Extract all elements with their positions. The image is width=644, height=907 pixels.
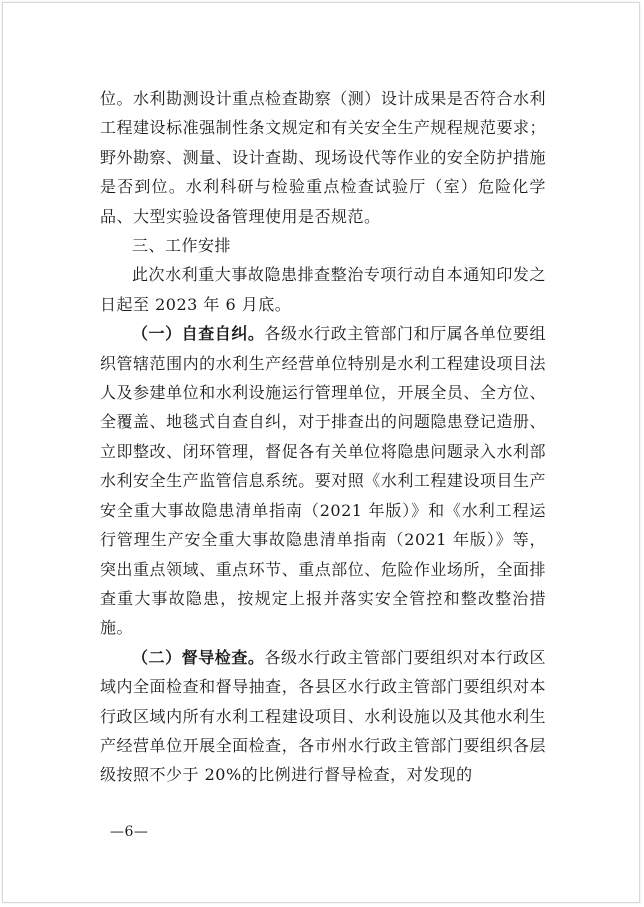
document-body	[100, 84, 546, 790]
supervision-inspection-lead: （二）督导检查。	[132, 647, 265, 667]
paragraph-schedule: 此次水利重大事故隐患排查整治专项行动自本通知印发之日起至 2023 年 6 月底。	[100, 265, 546, 314]
paragraph-supervision-inspection	[100, 643, 546, 790]
self-inspection-lead: （一）自查自纠。	[132, 324, 265, 344]
paragraph-self-inspection	[100, 319, 546, 642]
section-heading-work-arrangement: 三、工作安排	[132, 236, 232, 256]
paragraph-inspection-continued: 位。水利勘测设计重点检查勘察（测）设计成果是否符合水利工程建设标准强制性条文规定和有关安全生产规程规范要求；野外勘察、测量、设计查勘、现场设代等作业的安全防护措施是否到位。水利科研与检验重点检查试验厅（室）危险化学品、大型实验设备管理使用是否规范。	[100, 89, 546, 226]
page-number: —6—	[110, 824, 149, 840]
self-inspection-body: 各级水行政主管部门和厅属各单位要组织管辖范围内的水利生产经营单位特别是水利工程建设项目法人及参建单位和水利设施运行管理单位，开展全员、全方位、全覆盖、地毯式自查自纠，对于排查出的问题隐患登记造册、立即整改、闭环管理，督促各有关单位将隐患问题录入水利部水利安全生产监管信息系统。要对照《水利工程建设项目生产安全重大事故隐患清单指南（2021 年版）》和《水利工程运行管理生产安全重大事故隐患清单指南（2021 年版）》等，突出重点领域、重点环节、重点部位、危险作业场所，全面排查重大事故隐患，按规定上报并落实安全管控和整改整治措施。	[100, 324, 546, 638]
supervision-inspection-body: 各级水行政主管部门要组织对本行政区域内全面检查和督导抽查，各县区水行政主管部门要组织对本行政区域内所有水利工程建设项目、水利设施以及其他水利生产经营单位开展全面检查，各市州水行政主管部门要组织各层级按照不少于 20%的比例进行督导检查，对发现的	[100, 647, 546, 785]
